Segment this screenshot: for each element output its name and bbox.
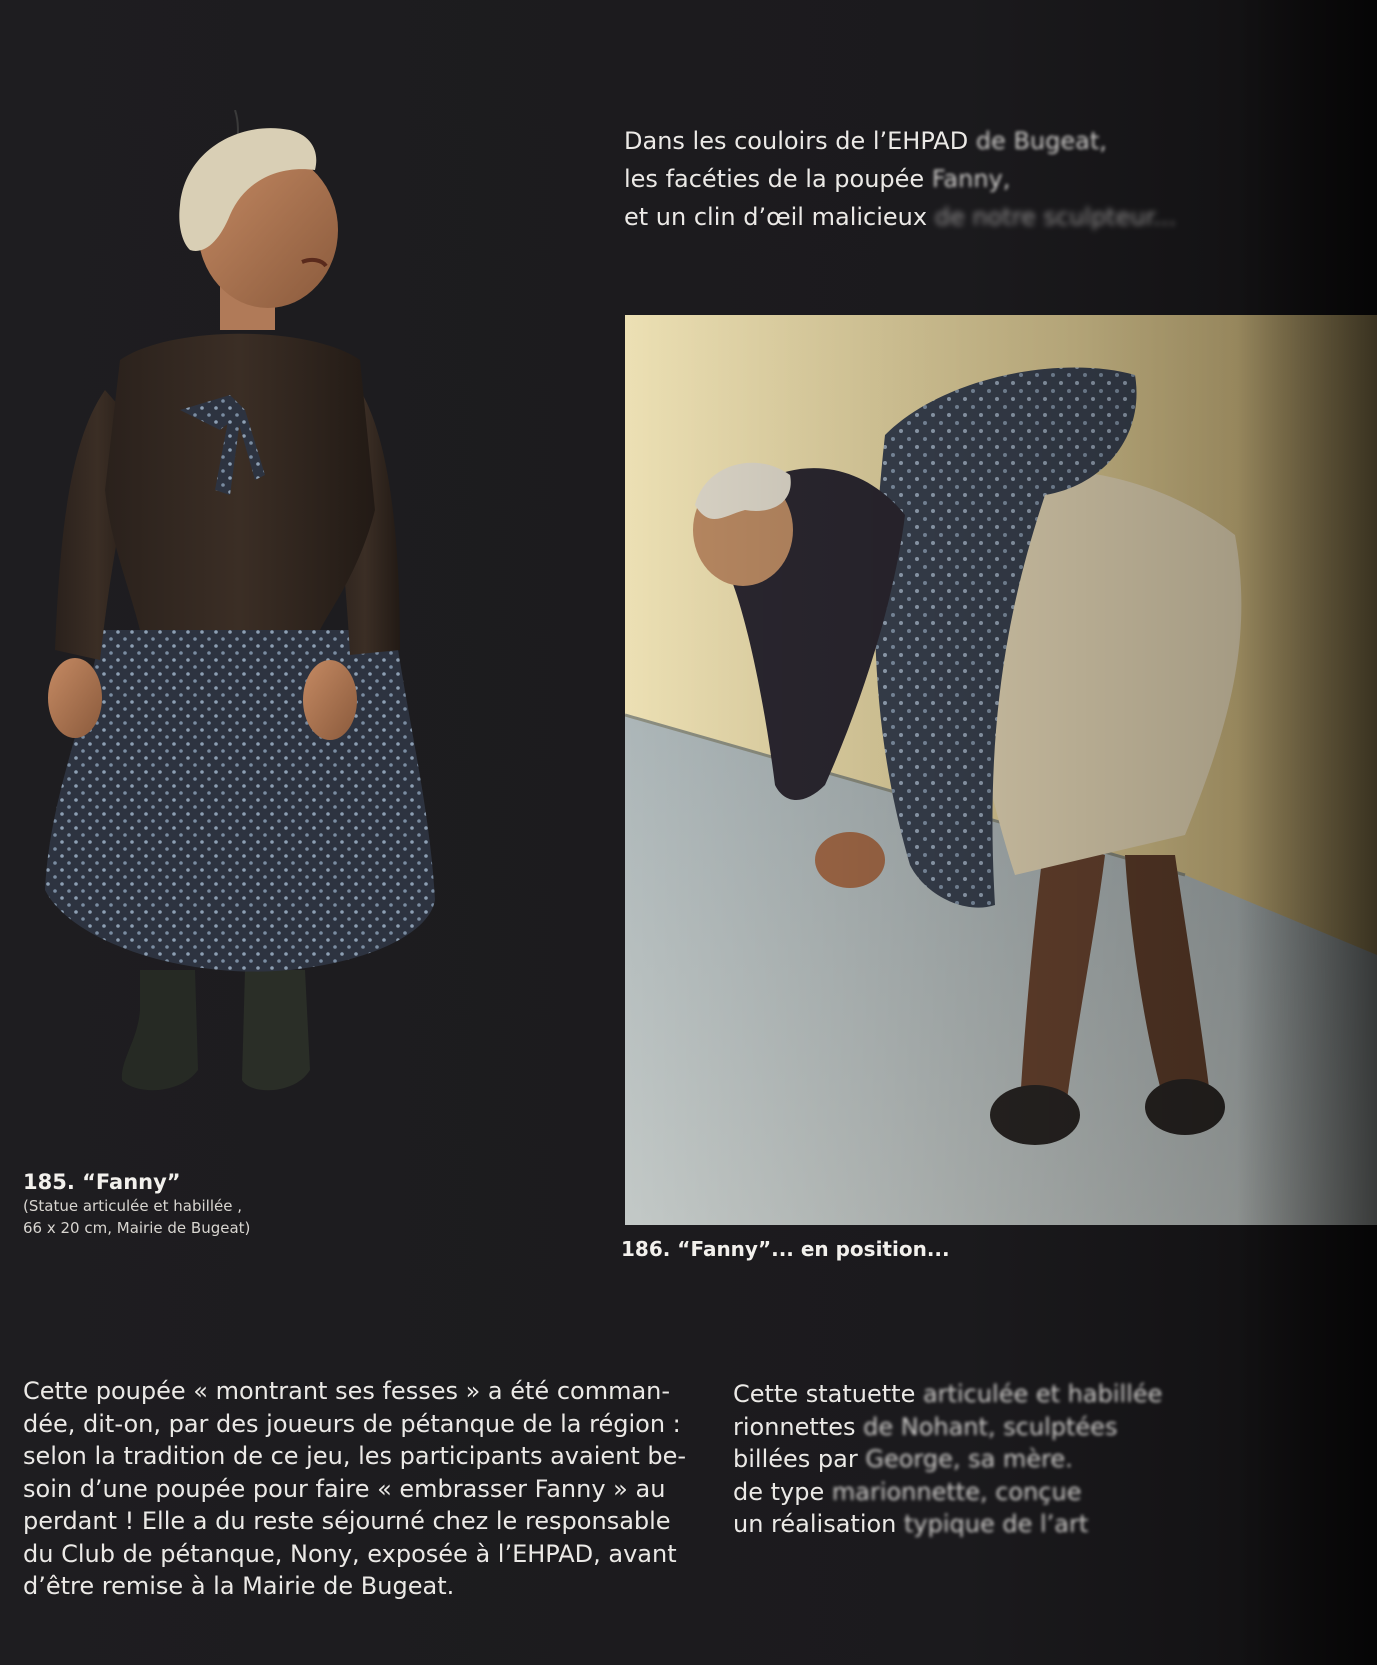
body-left-line: dée, dit-on, par des joueurs de pétanque de la région : [23, 1409, 681, 1438]
body-text-right [733, 1378, 1373, 1541]
body-right-line: rionnettes de Nohant, sculptées [733, 1412, 1118, 1441]
intro-line-2: les facéties de la poupée Fanny, [624, 165, 1011, 193]
intro-line-3: et un clin d’œil malicieux de notre sculpteur... [624, 203, 1177, 231]
body-right-line: Cette statuette articulée et habillée [733, 1380, 1163, 1408]
body-left-line: soin d’une poupée pour faire « embrasser Fanny » au [23, 1474, 666, 1503]
body-text-left [23, 1375, 687, 1603]
caption-185-line-1: (Statue articulée et habillée , [23, 1197, 242, 1215]
photo-fanny-standing [30, 110, 490, 1110]
body-right-line: de type marionnette, conçue [733, 1477, 1082, 1506]
caption-185-line-2: 66 x 20 cm, Mairie de Bugeat) [23, 1219, 251, 1237]
caption-figure-186: 186. “Fanny”... en position... [621, 1237, 950, 1261]
body-left-line: Cette poupée « montrant ses fesses » a été comman- [23, 1377, 671, 1405]
body-left-line: du Club de pétanque, Nony, exposée à l’EHPAD, avant [23, 1539, 677, 1568]
intro-line-1: Dans les couloirs de l’EHPAD de Bugeat, [624, 127, 1107, 155]
body-right-line: billées par George, sa mère. [733, 1445, 1073, 1473]
body-left-line: selon la tradition de ce jeu, les participants avaient be- [23, 1442, 687, 1470]
caption-figure-185 [23, 1170, 250, 1238]
body-right-line: un réalisation typique de l’art [733, 1510, 1089, 1538]
photo-fanny-bending [625, 315, 1377, 1225]
body-left-line: perdant ! Elle a du reste séjourné chez le responsable [23, 1507, 671, 1535]
body-left-line: d’être remise à la Mairie de Bugeat. [23, 1572, 455, 1600]
intro-text [624, 122, 1324, 236]
caption-185-title: 185. “Fanny” [23, 1170, 181, 1194]
